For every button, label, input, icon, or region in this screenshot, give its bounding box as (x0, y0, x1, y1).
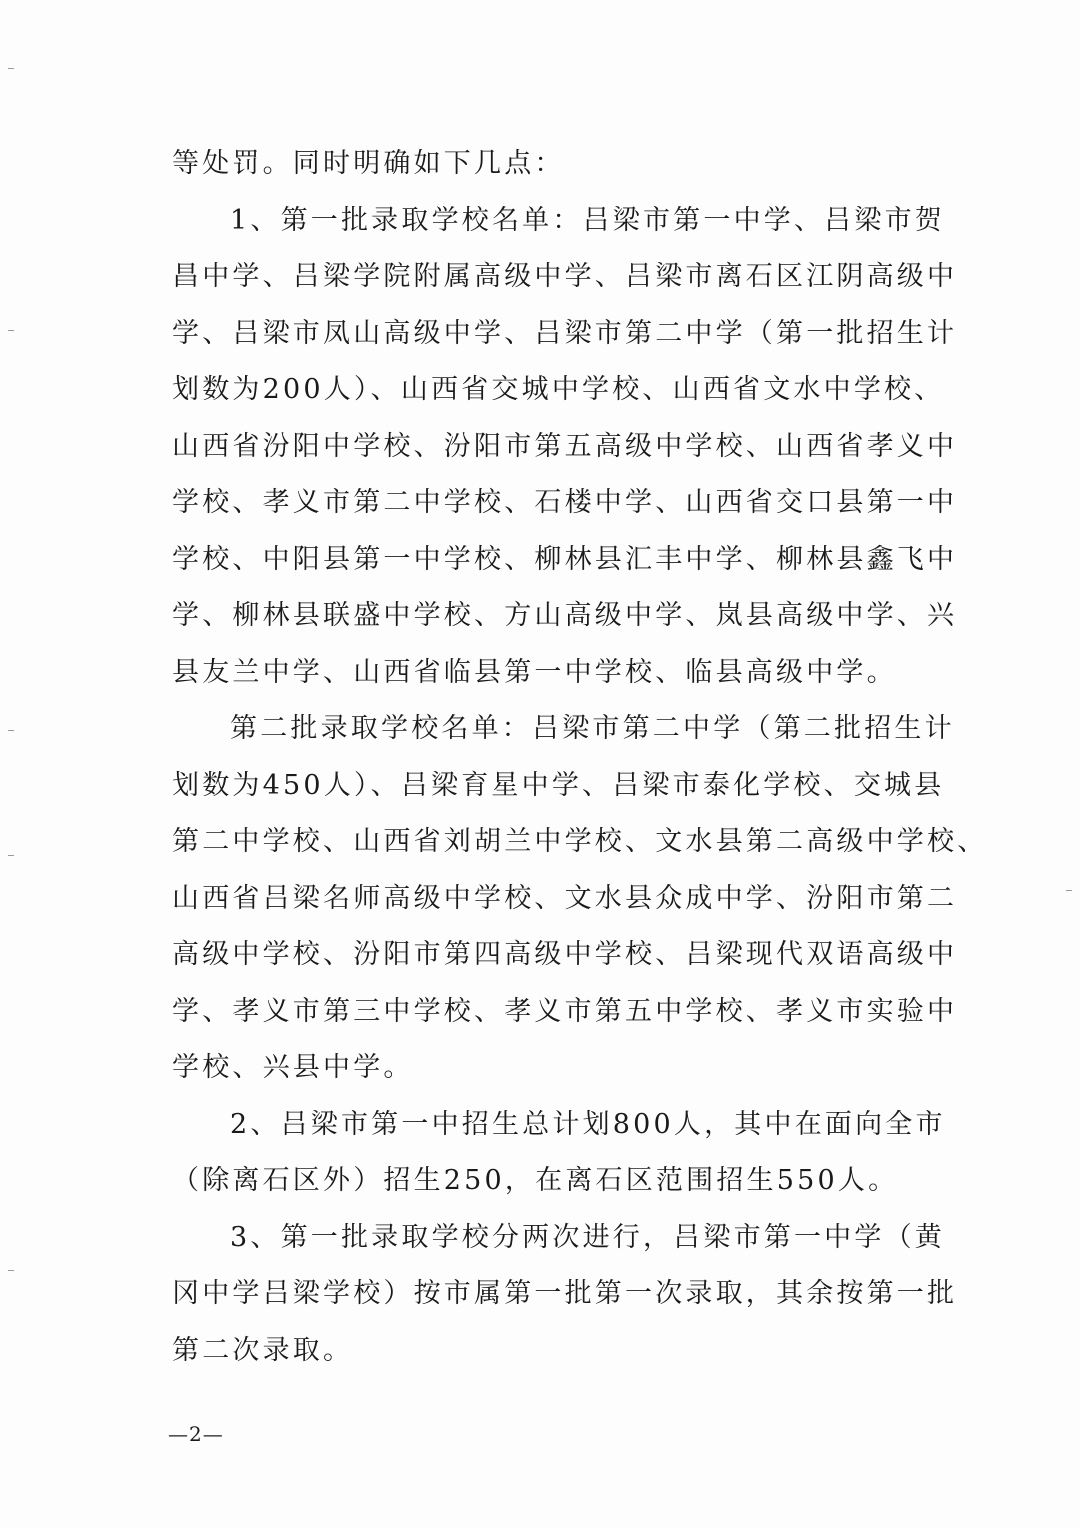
text-line: 第二次录取。 (172, 1334, 354, 1366)
text-line: 学、柳林县联盛中学校、方山高级中学、岚县高级中学、兴 (172, 600, 958, 631)
page-number: —2— (168, 1422, 224, 1446)
text-line: 山西省吕梁名师高级中学校、文水县众成中学、汾阳市第二 (172, 882, 958, 914)
text-line: 3、第一批录取学校分两次进行，吕梁市第一中学（黄 (230, 1221, 945, 1253)
text-line: 山西省汾阳中学校、汾阳市第五高级中学校、山西省孝义中 (172, 430, 958, 462)
text-line: （除离石区外）招生250，在离石区范围招生550人。 (172, 1165, 899, 1196)
scan-mark (8, 730, 14, 731)
text-line: 划数为200人）、山西省交城中学校、山西省文水中学校、 (172, 374, 945, 405)
text-line: 第二批录取学校名单：吕梁市第二中学（第二批招生计 (230, 713, 955, 744)
text-line: 等处罚。同时明确如下几点： (172, 148, 565, 179)
scan-mark (8, 330, 14, 331)
text-line: 2、吕梁市第一中招生总计划800人，其中在面向全市 (230, 1108, 946, 1140)
text-line: 第二中学校、山西省刘胡兰中学校、文水县第二高级中学校、 (172, 826, 988, 857)
text-line: 高级中学校、汾阳市第四高级中学校、吕梁现代双语高级中 (172, 939, 958, 970)
text-line: 学校、兴县中学。 (172, 1052, 414, 1083)
scan-mark (8, 855, 14, 856)
text-line: 县友兰中学、山西省临县第一中学校、临县高级中学。 (172, 656, 897, 688)
text-line: 1、第一批录取学校名单：吕梁市第一中学、吕梁市贺 (230, 204, 945, 236)
text-line: 学、孝义市第三中学校、孝义市第五中学校、孝义市实验中 (172, 995, 958, 1027)
text-line: 学校、孝义市第二中学校、石楼中学、山西省交口县第一中 (172, 487, 958, 518)
text-line: 昌中学、吕梁学院附属高级中学、吕梁市离石区江阴高级中 (172, 261, 958, 292)
text-line: 划数为450人）、吕梁育星中学、吕梁市泰化学校、交城县 (172, 769, 945, 801)
text-line: 冈中学吕梁学校）按市属第一批第一次录取，其余按第一批 (172, 1278, 958, 1309)
scan-mark (1066, 890, 1072, 891)
scan-mark (8, 1270, 14, 1271)
text-line: 学、吕梁市凤山高级中学、吕梁市第二中学（第一批招生计 (172, 317, 958, 349)
scan-mark (8, 68, 14, 69)
text-line: 学校、中阳县第一中学校、柳林县汇丰中学、柳林县鑫飞中 (172, 543, 958, 575)
document-body (172, 136, 988, 1379)
